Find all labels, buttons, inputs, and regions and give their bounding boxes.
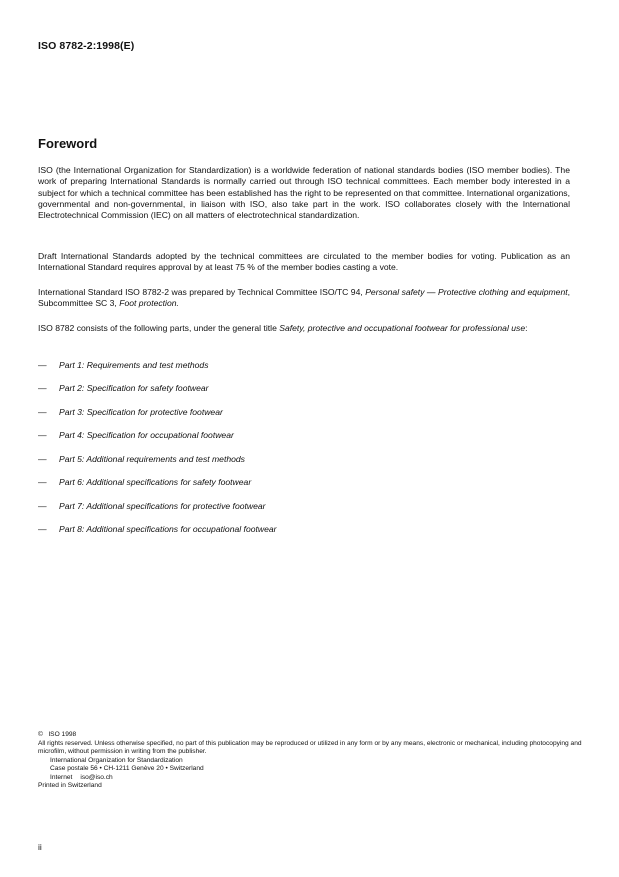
part-title: Part 4: Specification for occupational footwear [59,430,234,440]
part-list-item [38,383,209,394]
general-title: Safety, protective and occupational footwear for professional use [279,323,526,333]
rights-statement: All rights reserved. Unless otherwise specified, no part of this publication may be reproduced or utilized in any form or by any means, electronic or mechanical, including photocopying and microfilm, without permission in writing from the publisher. [38,739,582,755]
part-title: Part 5: Additional requirements and test methods [59,454,245,464]
list-dash: — [38,477,47,487]
list-dash: — [38,407,47,417]
part-list-item [38,501,266,512]
foreword-paragraph-4 [38,323,570,334]
part-list-item [38,477,251,488]
org-name: International Organization for Standardization [50,756,183,764]
part-list-item [38,454,245,465]
part-list-item [38,360,209,371]
part-title: Part 6: Additional specifications for safety footwear [59,477,252,487]
foreword-paragraph-2: Draft International Standards adopted by the technical committees are circulated to the member bodies for voting. Publication as an International Standard requires approval by at least 75 % of the member bodies casting a vote. [38,251,570,273]
internet-email: iso@iso.ch [80,773,113,781]
internet-label: Internet [50,773,73,781]
foreword-paragraph-1: ISO (the International Organization for Standardization) is a worldwide federation of national standards bodies (ISO member bodies). The work of preparing International Standards is normally carried out through ISO technical committees. Each member body interested in a subject for which a technical committee has been established has the right to be represented on that committee. International organizations, governmental and non-governmental, in liaison with ISO, also take part in the work. ISO collaborates closely with the International Electrotechnical Commission (IEC) on all matters of electrotechnical standardization. [38,165,570,221]
part-list-item [38,524,277,535]
part-title: Part 8: Additional specifications for occupational footwear [59,524,277,534]
part-title: Part 3: Specification for protective footwear [59,407,223,417]
list-dash: — [38,454,47,464]
printed-in: Printed in Switzerland [38,782,102,789]
list-dash: — [38,360,47,370]
document-id-header: ISO 8782-2:1998(E) [38,40,135,52]
copyright-footer [38,731,583,791]
list-dash: — [38,430,47,440]
p4-text-end: : [525,323,528,333]
p3-text-middle: , Subcommittee SC 3, [38,287,570,309]
p3-text-start: International Standard ISO 8782-2 was prepared by Technical Committee ISO/TC 94, [38,287,366,297]
list-dash: — [38,383,47,393]
list-dash: — [38,501,47,511]
copyright-line: © ISO 1998 [38,731,77,738]
part-title: Part 2: Specification for safety footwear [59,383,209,393]
page-number: ii [38,842,42,852]
part-title: Part 7: Additional specifications for protective footwear [59,501,266,511]
part-list-item [38,407,223,418]
foreword-paragraph-3 [38,287,570,310]
p4-text-start: ISO 8782 consists of the following parts, under the general title [38,323,280,333]
part-list-item [38,430,234,441]
org-address: Case postale 56 • CH-1211 Genève 20 • Switzerland [50,765,204,772]
internet-line [38,774,583,783]
part-title: Part 1: Requirements and test methods [59,360,209,370]
subcommittee-title: Foot protection. [119,298,179,309]
section-title-foreword: Foreword [38,136,98,151]
list-dash: — [38,524,47,534]
committee-title: Personal safety — Protective clothing and equipment [365,287,568,297]
